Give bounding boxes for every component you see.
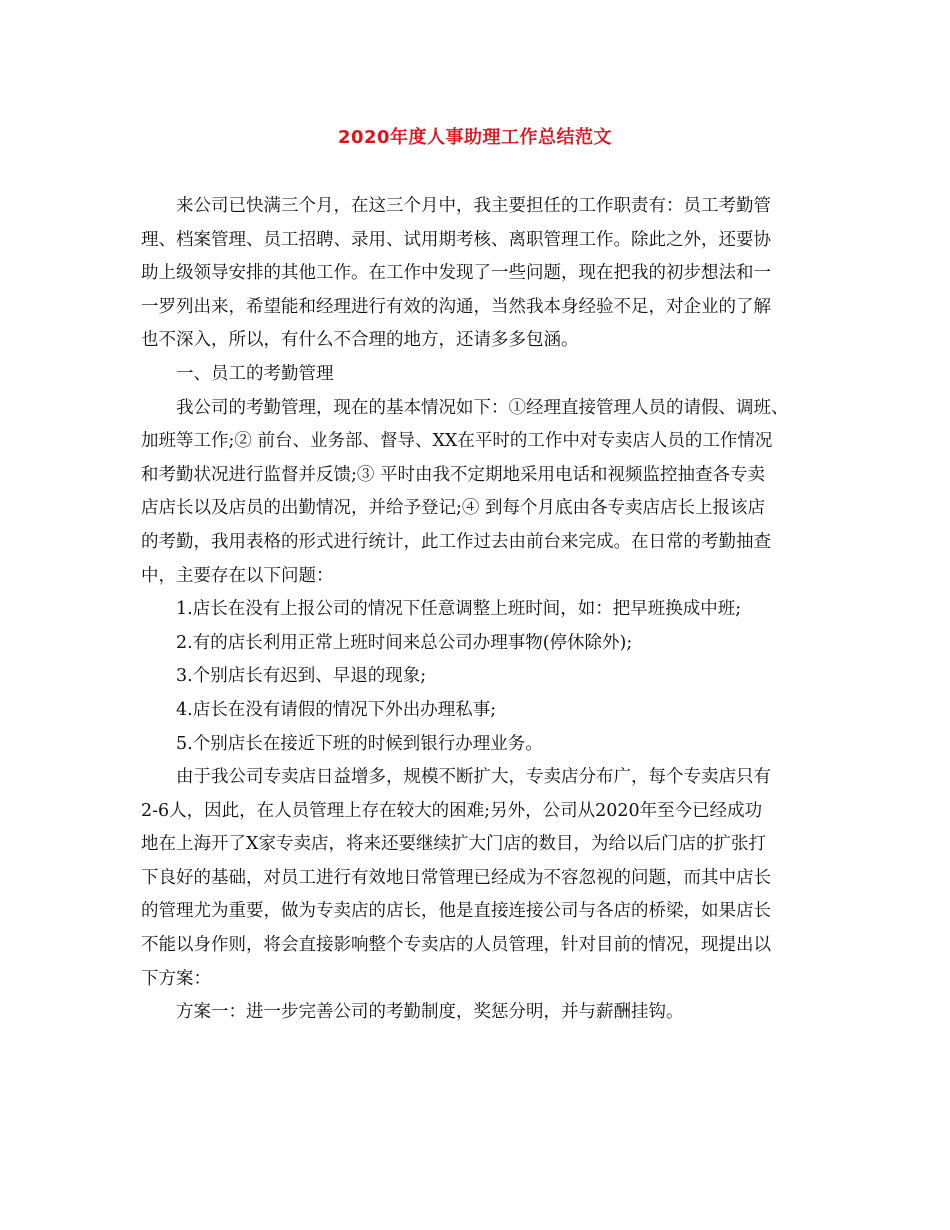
document-title: 2020年度人事助理工作总结范文 — [337, 127, 613, 148]
text-line: 店店长以及店员的出勤情况，并给予登记;④ 到每个月底由各专卖店店长上报该店 — [141, 498, 765, 519]
text-line: 和考勤状况进行监督并反馈;③ 平时由我不定期地采用电话和视频监控抽查各专卖 — [141, 464, 765, 485]
paragraph — [141, 660, 821, 694]
text-line: 下良好的基础，对员工进行有效地日常管理已经成为不容忽视的问题，而其中店长 — [141, 867, 771, 888]
text-line: 一罗列出来，希望能和经理进行有效的沟通，当然我本身经验不足，对企业的了解 — [141, 296, 771, 317]
text-line: 5.个别店长在接近下班的时候到银行办理业务。 — [176, 733, 543, 754]
text-line: 助上级领导安排的其他工作。在工作中发现了一些问题，现在把我的初步想法和一 — [141, 263, 771, 284]
text-line: 来公司已快满三个月，在这三个月中，我主要担任的工作职责有：员工考勤管 — [176, 196, 771, 216]
text-line: 不能以身作则，将会直接影响整个专卖店的人员管理，针对目前的情况，现提出以 — [141, 935, 771, 956]
document-body — [141, 190, 821, 1030]
text-line: 由于我公司专卖店日益增多，规模不断扩大，专卖店分布广，每个专卖店只有 — [176, 767, 771, 788]
text-line: 加班等工作;② 前台、业务部、督导、XX在平时的工作中对专卖店人员的工作情况 — [141, 431, 773, 452]
paragraph — [141, 627, 821, 661]
text-line: 也不深入，所以，有什么不合理的地方，还请多多包涵。 — [141, 330, 579, 351]
text-line: 的考勤，我用表格的形式进行统计，此工作过去由前台来完成。在日常的考勤抽查 — [141, 531, 771, 552]
text-line: 方案一：进一步完善公司的考勤制度，奖惩分明，并与薪酬挂钩。 — [176, 1002, 684, 1023]
paragraph — [141, 358, 821, 392]
text-line: 中，主要存在以下问题： — [141, 565, 334, 586]
text-line: 地在上海开了X家专卖店，将来还要继续扩大门店的数目，为给以后门店的扩张打 — [141, 834, 766, 855]
paragraph — [141, 694, 821, 728]
text-line: 1.店长在没有上报公司的情况下任意调整上班时间，如：把早班换成中班; — [176, 599, 742, 620]
text-line: 我公司的考勤管理，现在的基本情况如下：①经理直接管理人员的请假、调班、 — [176, 397, 789, 418]
paragraph — [141, 593, 821, 627]
paragraph — [141, 728, 821, 762]
text-line: 一、员工的考勤管理 — [176, 363, 334, 384]
text-line: 2-6人，因此，在人员管理上存在较大的困难;另外，公司从2020年至今已经成功 — [141, 800, 763, 821]
text-line: 理、档案管理、员工招聘、录用、试用期考核、离职管理工作。除此之外，还要协 — [141, 229, 771, 250]
text-line: 下方案： — [141, 968, 211, 989]
paragraph — [141, 996, 821, 1030]
text-line: 的管理尤为重要，做为专卖店的店长，他是直接连接公司与各店的桥梁，如果店长 — [141, 901, 771, 922]
text-line: 2.有的店长利用正常上班时间来总公司办理事物(停休除外); — [176, 632, 633, 653]
text-line: 4.店长在没有请假的情况下外出办理私事; — [176, 699, 497, 720]
paragraph — [141, 392, 821, 594]
paragraph — [141, 761, 821, 996]
paragraph — [141, 190, 821, 358]
text-line: 3.个别店长有迟到、早退的现象; — [176, 666, 427, 687]
